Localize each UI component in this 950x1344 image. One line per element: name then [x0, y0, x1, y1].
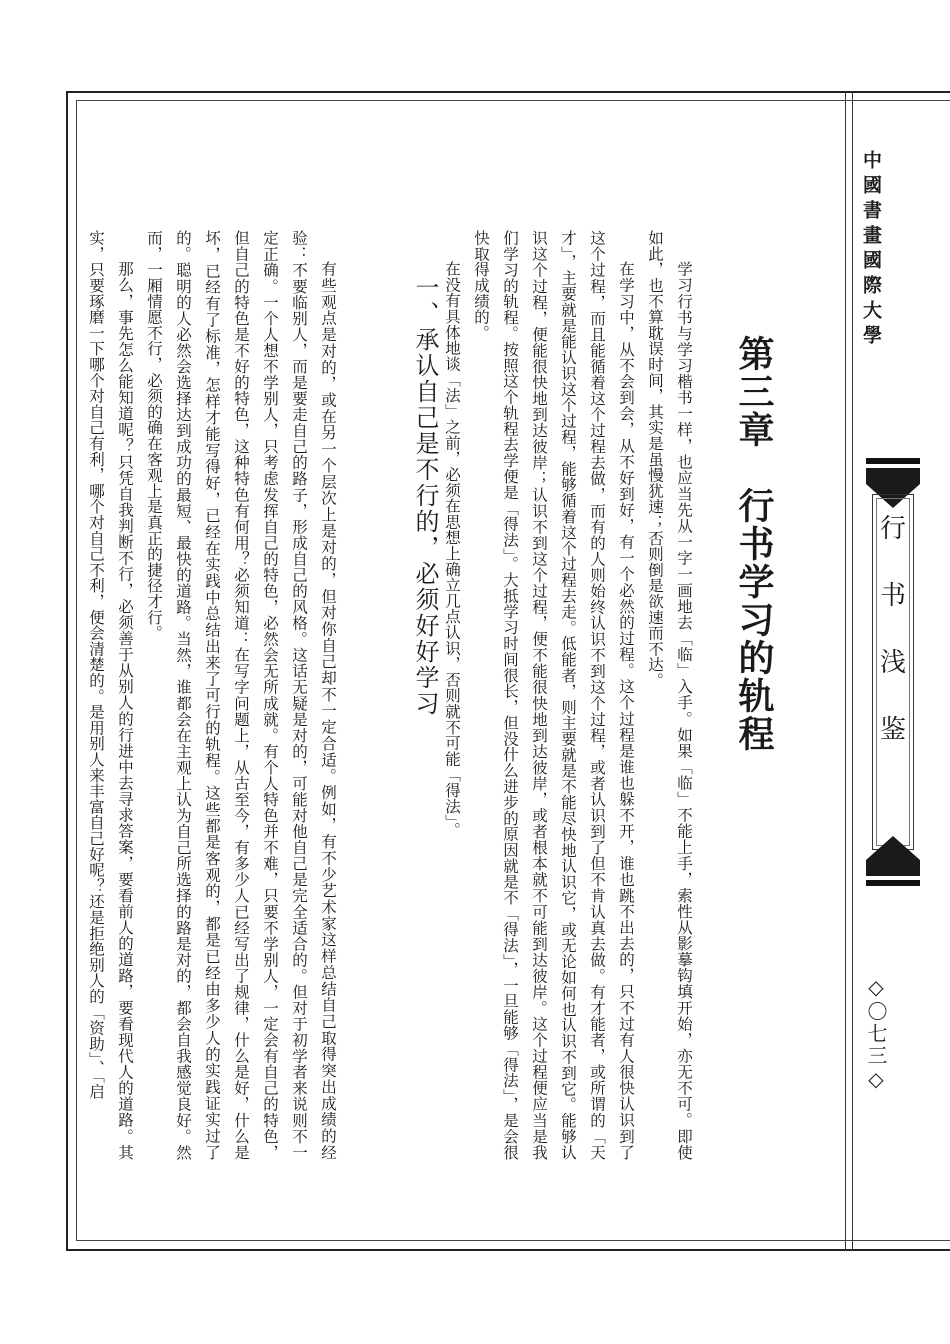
- chapter-number: 第三章: [733, 335, 774, 449]
- chapter-name: 行书学习的轨程: [733, 487, 774, 753]
- banner-bar: [866, 458, 920, 464]
- paragraph: 那么，事先怎么能知道呢？只凭自我判断不行，必须善于从别人的行进中去寻求答案，要看前人的道路，要看现代人的道路。其实，只要琢磨一下哪个对自己有利，哪个对自己不利，便会清楚的。是用别人来丰富自己好呢？还是拒绝别人的「资助」、「启: [87, 230, 134, 1160]
- page-number: ◇〇七三◇: [864, 975, 888, 1093]
- paragraph: 学习行书与学习楷书一样，也应当先从一字一画地去「临」入手。如果「临」不能上手，索性从影摹钩填开始，亦无不可。即使如此，也不算耽误时间，其实是虽慢犹速；否则倒是欲速而不达。: [646, 230, 693, 1160]
- book-title-char: 浅: [879, 648, 906, 678]
- paragraph: 有些观点是对的，或在另一个层次上是对的，但对你自己却不一定合适。例如，有不少艺术家这样总结自己取得突出成绩的经验：不要临别人，而是要走自己的路子，形成自己的风格。这话无疑是对的，可能对他自己是完全适合的。但对于初学者来说则不一定正确。一个人想不学别人，只考虑发挥自己的特色，必然会无所成就。有个人特色并不难，只要不学别人，一定会有自己的特色，但自己的特色是不好的特色，这种特色有何用？必须知道：在写字问题上，从古至今，有多少人已经写出了规律，什么是好，什么是坏，已经有了标准，怎样才能写得好，已经在实践中总结出来了可行的轨程。这些都是客观的，都是已经由多少人的实践证实过了的。聪明的人必然会选择达到成功的最短、最快的道路。当然，谁都会在主观上认为自己所选择的路是对的，都会自我感觉良好。然而，一厢情愿不行，必须的确在客观上是真正的捷径才行。: [145, 230, 337, 1160]
- book-title-char: 书: [879, 581, 906, 611]
- book-title-banner: [866, 458, 920, 886]
- chapter-title: [728, 335, 779, 753]
- book-title-char: 鉴: [879, 715, 906, 745]
- margin-rule: [852, 91, 853, 1251]
- book-title: [866, 508, 920, 746]
- margin-rule: [845, 91, 846, 1251]
- paragraph: 在没有具体地谈「法」之前，必须在思想上确立几点认识，否则就不可能「得法」。: [443, 261, 461, 838]
- body-text: [87, 230, 698, 1160]
- section-heading: 一、承认自己是不行的，必须好好学习: [411, 275, 439, 717]
- banner-bar: [866, 880, 920, 886]
- series-title: 中國書畫國際大學: [860, 150, 882, 350]
- paragraph: 在学习中，从不会到会，从不好到好，有一个必然的过程。这个过程是谁也躲不开，谁也跳不出去的，只不过有人很快认识到了这个过程，而且能循着这个过程去做，而有的人则始终认识不到这个过程，或者认识到了但不肯认真去做。有才能者，或所谓的「天才」，主要就是能认识这个过程，能够循着这个过程去走。低能者，则主要就是不能尽快地认识它，或无论如何也认识不到它。能够认识这个过程，便能很快地到达彼岸；认识不到这个过程，便不能很快地到达彼岸，或者根本就不可能到达彼岸。这个过程便应当是我们学习的轨程。按照这个轨程去学便是「得法」。大抵学习时间很长，但没什么进步的原因就是不「得法」，一旦能够「得法」，是会很快取得成绩的。: [472, 230, 635, 1160]
- book-title-char: 行: [879, 514, 906, 544]
